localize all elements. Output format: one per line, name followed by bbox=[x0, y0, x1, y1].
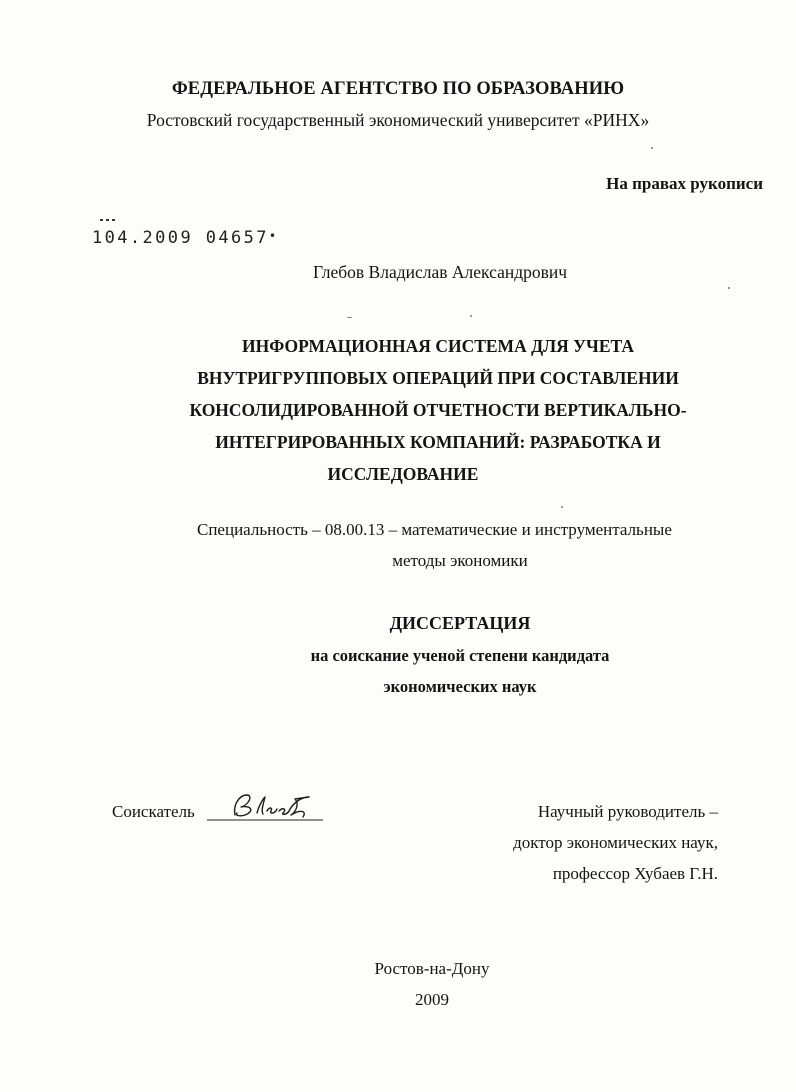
registration-number: 104.2009 04657 bbox=[92, 228, 269, 248]
document-type: ДИССЕРТАЦИЯ bbox=[389, 613, 531, 633]
applicant-label: Соискатель bbox=[112, 802, 195, 821]
stamp-dot-icon: • bbox=[268, 229, 279, 243]
registration-stamp bbox=[92, 230, 279, 247]
scan-speck bbox=[561, 506, 563, 508]
scan-speck bbox=[347, 317, 352, 318]
title-line: ИССЛЕДОВАНИЕ bbox=[327, 464, 479, 484]
specialty-line-1: Специальность – 08.00.13 – математические и инструментальные bbox=[197, 520, 672, 539]
title-line: ИНТЕГРИРОВАННЫХ КОМПАНИЙ: РАЗРАБОТКА И bbox=[215, 432, 661, 452]
university-name: Ростовский государственный экономический университет «РИНХ» bbox=[146, 110, 650, 130]
thesis-title bbox=[150, 330, 726, 490]
degree-line-1: на соискание ученой степени кандидата bbox=[310, 646, 610, 665]
degree-line-2: экономических наук bbox=[383, 677, 537, 696]
supervisor-degree: доктор экономических наук, bbox=[513, 833, 718, 852]
supervisor-role: Научный руководитель – bbox=[537, 802, 718, 821]
scan-speck bbox=[728, 287, 730, 289]
supervisor-name: профессор Хубаев Г.Н. bbox=[552, 864, 718, 883]
title-line: ВНУТРИГРУППОВЫХ ОПЕРАЦИЙ ПРИ СОСТАВЛЕНИИ bbox=[197, 368, 679, 388]
scan-speck bbox=[651, 147, 653, 149]
specialty-line-2: методы экономики bbox=[392, 551, 528, 570]
author-name: Глебов Владислав Александрович bbox=[312, 262, 568, 282]
agency-heading: ФЕДЕРАЛЬНОЕ АГЕНТСТВО ПО ОБРАЗОВАНИЮ bbox=[171, 79, 625, 99]
stamp-marks bbox=[100, 218, 120, 222]
city: Ростов-на-Дону bbox=[374, 959, 490, 978]
title-line: ИНФОРМАЦИОННАЯ СИСТЕМА ДЛЯ УЧЕТА bbox=[242, 336, 634, 356]
title-line: КОНСОЛИДИРОВАННОЙ ОТЧЕТНОСТИ ВЕРТИКАЛЬНО- bbox=[189, 400, 687, 420]
year: 2009 bbox=[415, 990, 449, 1009]
rights-note: На правах рукописи bbox=[606, 174, 763, 193]
applicant-signature bbox=[205, 787, 325, 827]
scan-speck bbox=[470, 315, 472, 317]
